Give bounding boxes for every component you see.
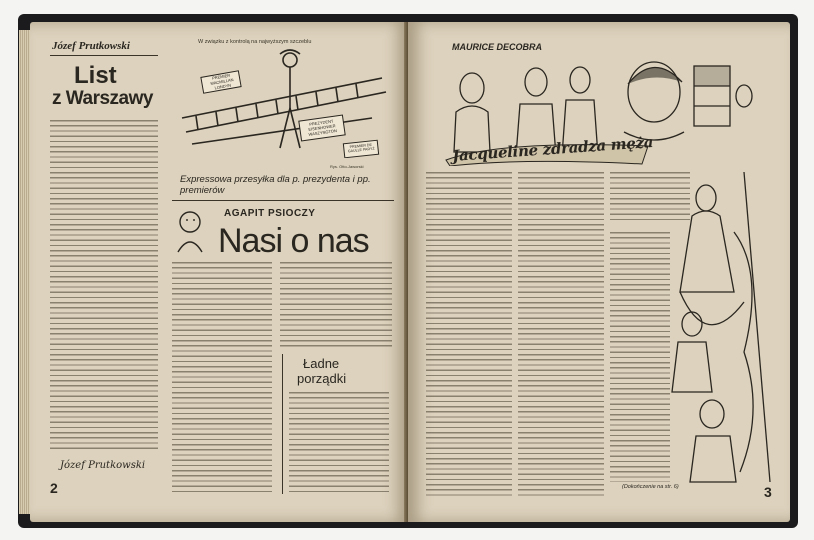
left-column-text bbox=[50, 120, 158, 450]
caption-rule bbox=[172, 200, 394, 201]
story-title: Jacqueline zdradza męża bbox=[451, 133, 654, 165]
list-title: List bbox=[74, 62, 117, 89]
agapit-column-1 bbox=[172, 262, 272, 492]
label-eisenhower: PREZYDENT EISENHOWER WASZYNGTON bbox=[308, 118, 338, 137]
right-page bbox=[408, 22, 790, 522]
box-title-1: Ładne bbox=[303, 356, 340, 371]
signature: Józef Prutkowski bbox=[60, 460, 146, 471]
right-author: MAURICE DECOBRA bbox=[452, 42, 542, 52]
page-number-right: 3 bbox=[764, 484, 772, 500]
label-de-gaulle: PREMIER DE GAULLE PARYŻ bbox=[347, 142, 375, 154]
cartoon-credit: Rys. Otto-Jaworski bbox=[330, 164, 364, 169]
list-title-2: z Warszawy bbox=[52, 88, 153, 109]
author-portrait-icon bbox=[172, 206, 208, 256]
left-author: Józef Prutkowski bbox=[52, 40, 130, 52]
agapit-column-2 bbox=[280, 262, 392, 350]
label-macmillan: PREMIER MACMILLAN LONDYN bbox=[210, 72, 234, 91]
page-number-left: 2 bbox=[50, 480, 58, 496]
ladne-porzadki-box bbox=[282, 354, 393, 494]
agapit-title: Nasi o nas bbox=[218, 222, 369, 260]
story-column-2 bbox=[518, 172, 604, 497]
story-column-1 bbox=[426, 172, 512, 497]
box-title-2: porządki bbox=[297, 371, 347, 386]
left-page bbox=[30, 22, 408, 522]
author-rule bbox=[50, 55, 158, 56]
agapit-author: AGAPIT PSIOCZY bbox=[224, 208, 316, 219]
continued-note: (Dokończenie na str. 6) bbox=[622, 484, 679, 490]
story-column-3 bbox=[610, 232, 670, 482]
story-column-3-top bbox=[610, 172, 690, 224]
cartoon-header: W związku z kontrolą na najwyższym szczeblu bbox=[198, 39, 312, 45]
ladder-cartoon bbox=[172, 48, 397, 158]
cartoon-caption: Expressowa przesyłka dla p. prezydenta i pp. premierów bbox=[180, 174, 371, 196]
box-text bbox=[289, 392, 389, 492]
